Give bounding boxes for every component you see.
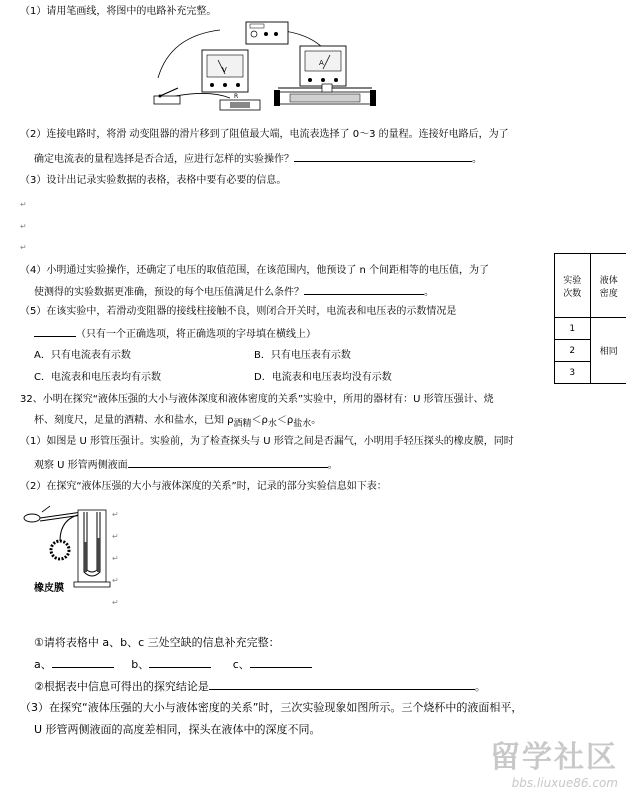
circuit-diagram [150,18,380,120]
para-mark: ↵ [112,576,119,585]
q2-line2: 确定电流表的量程选择是否合适，应进行怎样的实验操作？ 。 [34,151,482,166]
s2-answer-blank[interactable] [209,679,475,690]
q5-option-d: D．电流表和电压表均没有示数 [254,372,392,383]
blank-b[interactable] [149,657,211,668]
table-header-density: 液体 密度 [590,254,626,318]
side-data-table [554,253,626,384]
para-mark: ↵ [112,554,119,563]
voltmeter-icon [202,50,248,92]
q2-line1: （2）连接电路时，将滑 动变阻器的滑片移到了阻值最大端，电流表选择了 0～3 的量程。连接好电路后，为了 [20,129,509,140]
switch-icon [154,88,180,104]
p1-answer-blank[interactable] [128,457,328,468]
q5-line2: （只有一个正确选项，将正确选项的字母填在横线上） [34,326,316,341]
q3-line: （3）设计出记录实验数据的表格，表格中要有必要的信息。 [20,175,287,186]
para-mark: ↵ [112,598,119,607]
watermark-url: bbs.liuxue86.com [511,776,618,790]
q4-line1: （4）小明通过实验操作，还确定了电压的取值范围，在该范围内，他预设了 n 个间距相等的电压值，为了 [20,265,490,276]
para-mark: ↵ [112,510,119,519]
s1-blanks: a、 b、 c、 [34,657,312,671]
resistor-icon [220,93,260,110]
p2-line: （2）在探究“液体压强的大小与液体深度的关系”时，记录的部分实验信息如下表： [20,481,387,492]
q5-option-c: C．电流表和电压表均有示数 [34,372,161,383]
rheostat-icon [274,84,376,106]
q32-line2: 杯、刻度尺，足量的酒精、水和盐水，已知 $\rho_{酒精}<\rho_水<\rho_{盐水}$。 [34,415,322,429]
table-merged-cell: 相同 [590,318,626,384]
power-supply-icon [246,22,288,44]
p1-line2: 观察 U 形管两侧液面 。 [34,457,338,472]
para-mark: ↵ [20,243,27,252]
q5-line1: （5）在该实验中，若滑动变阻器的接线柱接触不良，则闭合开关时，电流表和电压表的示数情况是 [20,306,457,317]
para-mark: ↵ [20,222,27,231]
resistor-label: R [234,93,239,100]
table-row-3: 3 [555,362,591,384]
table-row-1: 1 [555,318,591,340]
q1-intro: （1）请用笔画线，将图中的电路补充完整。 [20,6,217,17]
q5-answer-blank[interactable] [34,326,76,337]
voltmeter-label: V [222,66,227,74]
q4-answer-blank[interactable] [304,284,424,295]
para-mark: ↵ [20,200,27,209]
table-header-trial: 实验 次数 [555,254,591,318]
table-row-2: 2 [555,340,591,362]
para-mark: ↵ [112,532,119,541]
s2-line: ②根据表中信息可得出的探究结论是 。 [34,680,486,693]
q5-option-b: B．只有电压表有示数 [254,350,351,361]
blank-a[interactable] [52,657,114,668]
blank-c[interactable] [250,657,312,668]
s1-line: ①请将表格中 a、b、c 三处空缺的信息补充完整： [34,636,280,649]
p3-line1: （3）在探究“液体压强的大小与液体密度的关系”时，三次实验现象如图所示。三个烧杯中的液面相平， [20,701,523,714]
p3-line2: U 形管两侧液面的高度差相同，探头在液体中的深度不同。 [34,723,321,736]
membrane-label: 橡皮膜 [34,583,64,594]
q4-line2: 使测得的实验数据更准确，预设的每个电压值满足什么条件？ 。 [34,284,434,299]
watermark-logo: 留学社区 [490,740,618,775]
watermark [490,732,618,790]
q32-line1: 32、小明在探究“液体压强的大小与液体深度和液体密度的关系”实验中，所用的器材有：U 形管压强计、烧 [20,394,494,405]
q2-answer-blank[interactable] [294,151,472,162]
ammeter-icon [300,46,346,86]
p1-line1: （1）如图是 U 形管压强计。实验前，为了检查探头与 U 形管之间是否漏气，小明用手轻压探头的橡皮膜，同时 [20,436,514,447]
q5-option-a: A．只有电流表有示数 [34,350,131,361]
ammeter-label: A [319,59,324,67]
